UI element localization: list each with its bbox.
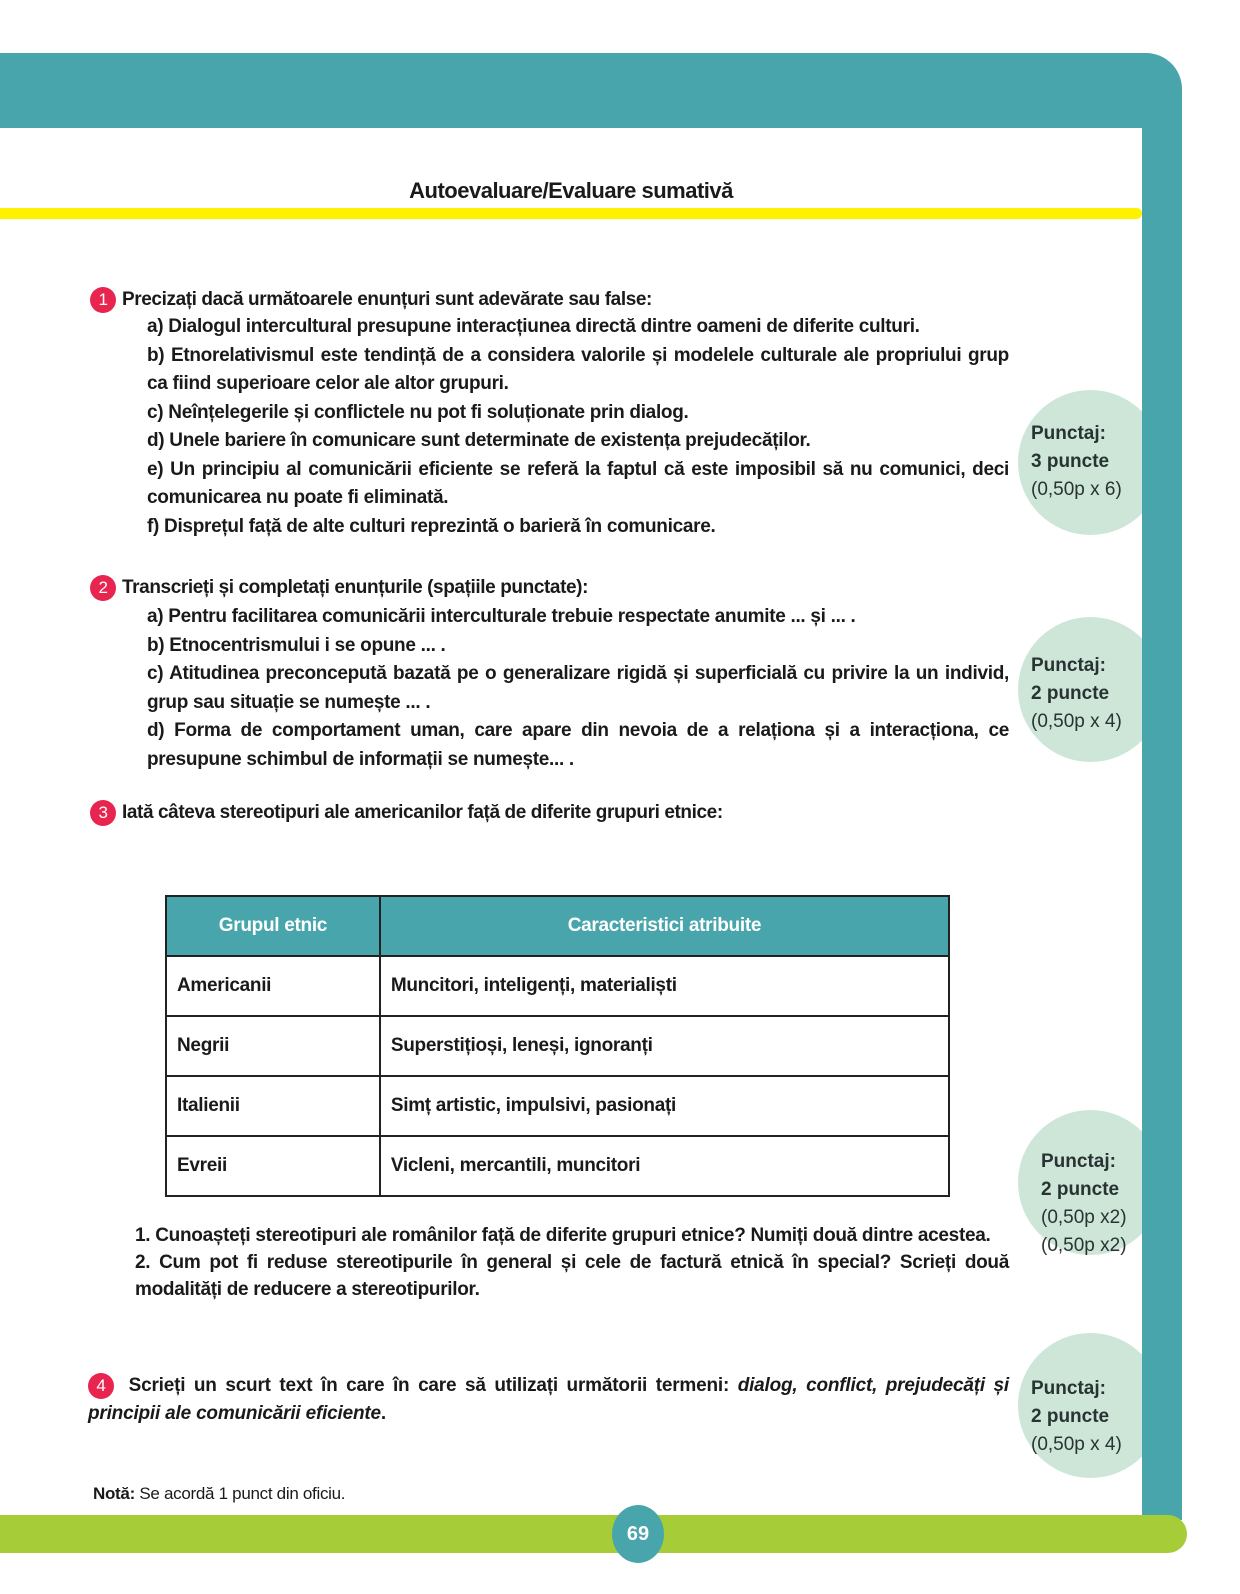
completion-c: c) Atitudinea preconcepută bazată pe o generalizare rigidă și superficială cu privire la un individ, grup sau situație se numește ... . [147, 663, 1009, 713]
page-title: Autoevaluare/Evaluare sumativă [409, 178, 733, 203]
ethnic-group-cell: Negrii [166, 1016, 380, 1076]
statement-d: d) Unele bariere în comunicare sunt determinate de existența prejudecăților. [147, 430, 811, 451]
statement-f: f) Disprețul față de alte culturi reprezintă o barieră în comunicare. [147, 515, 716, 537]
note-text: Se acordă 1 punct din oficiu. [134, 1484, 346, 1503]
question-3-subquestions [135, 1222, 1009, 1303]
statement-b: b) Etnorelativismul este tendință de a considera valorile și modelele culturale ale propriului grup ca fiind superioare celor ale altor grupuri. [147, 344, 1009, 394]
score-label-2: Punctaj: 2 puncte (0,50p x 4) [1031, 655, 1122, 732]
completion-a: a) Pentru facilitarea comunicării interculturale trebuie respectate anumite ... și ... . [147, 606, 856, 627]
stereotypes-table [165, 895, 950, 1197]
question-terms: dialog, conflict, prejudecăți și principii ale comunicării eficiente [88, 1375, 1009, 1424]
note-label: Notă: [93, 1484, 135, 1503]
column-header: Caracteristici atribuite [380, 896, 949, 956]
table-row [166, 956, 949, 1016]
question-1-items [147, 313, 1009, 541]
statement-e: e) Un principiu al comunicării eficiente se referă la faptul că este imposibil să nu comunici, deci comunicarea nu poate fi eliminată. [147, 458, 1009, 508]
question-1-heading [90, 287, 652, 313]
question-number-badge: 3 [90, 800, 116, 826]
score-label-4: Punctaj: 2 puncte (0,50p x 4) [1031, 1378, 1122, 1455]
header-band [0, 53, 1182, 128]
page-number: 69 [612, 1505, 664, 1563]
statement-a: a) Dialogul intercultural presupune interacțiunea directă dintre oameni de diferite culturi. [147, 316, 920, 337]
question-4 [88, 1372, 1009, 1428]
attributes-cell: Muncitori, inteligenți, materialiști [380, 956, 949, 1016]
subquestion-1: 1. Cunoașteți stereotipuri ale românilor față de diferite grupuri etnice? Numiți două dintre acestea. [135, 1225, 991, 1246]
table-row [166, 1016, 949, 1076]
table-header-row [166, 896, 949, 956]
question-text: Scrieți un scurt text în care în care să utilizați următorii termeni: [128, 1375, 738, 1396]
subquestion-2: 2. Cum pot fi reduse stereotipurile în general și cele de factură etnică în special? Scrieți două modalități de reducere a stereotipurilor. [135, 1252, 1009, 1300]
ethnic-group-cell: Americanii [166, 956, 380, 1016]
score-label-1: Punctaj: 3 puncte (0,50p x 6) [1031, 423, 1122, 500]
question-text-end: . [380, 1403, 386, 1424]
ethnic-group-cell: Italienii [166, 1076, 380, 1136]
question-number-badge: 4 [88, 1373, 114, 1399]
footer-band [0, 1515, 1187, 1553]
question-3-heading [90, 800, 723, 826]
column-header: Grupul etnic [166, 896, 380, 956]
question-2-items [147, 603, 1009, 774]
completion-d: d) Forma de comportament uman, care apare din nevoia de a relaționa și a interacționa, ce presupune schimbul de informații se numește... . [147, 720, 1009, 770]
statement-c: c) Neînțelegerile și conflictele nu pot fi soluționate prin dialog. [147, 401, 689, 423]
title-underline [0, 208, 1142, 219]
right-margin-band-overlay [1142, 380, 1182, 1515]
table-row [166, 1076, 949, 1136]
attributes-cell: Vicleni, mercantili, muncitori [380, 1136, 949, 1196]
attributes-cell: Simț artistic, impulsivi, pasionați [380, 1076, 949, 1136]
table-row [166, 1136, 949, 1196]
footnote [93, 1484, 345, 1504]
ethnic-group-cell: Evreii [166, 1136, 380, 1196]
question-number-badge: 1 [90, 287, 116, 313]
question-text: Transcrieți și completați enunțurile (spațiile punctate): [122, 577, 589, 598]
question-text: Precizați dacă următoarele enunțuri sunt adevărate sau false: [122, 289, 652, 310]
question-text: Iată câteva stereotipuri ale americanilor față de diferite grupuri etnice: [122, 802, 723, 823]
completion-b: b) Etnocentrismului i se opune ... . [147, 634, 446, 656]
question-number-badge: 2 [90, 575, 116, 601]
question-2-heading [90, 575, 588, 601]
attributes-cell: Superstițioși, leneși, ignoranți [380, 1016, 949, 1076]
score-label-3: Punctaj: 2 puncte (0,50p x2) (0,50p x2) [1041, 1151, 1127, 1256]
